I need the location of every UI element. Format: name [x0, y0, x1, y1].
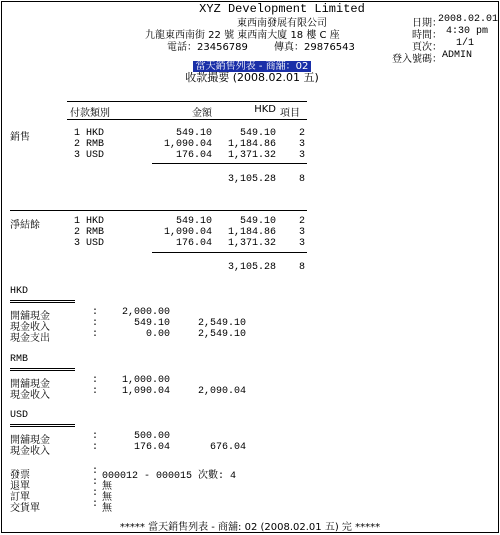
- line-value: 1,000.00: [121, 375, 170, 386]
- section-total-items: 8: [299, 174, 306, 185]
- row-no: 2: [74, 139, 81, 150]
- table-top-rule: [67, 101, 307, 102]
- line-colon: :: [92, 386, 99, 397]
- table-row: [74, 227, 104, 238]
- page-label: 頁次：: [412, 42, 442, 53]
- row-items: 3: [299, 238, 306, 249]
- summary-label: 訂單: [10, 492, 30, 503]
- line-label: 開舖現金: [10, 311, 50, 322]
- login-value: ADMIN: [442, 50, 473, 61]
- col-header-items: 項目: [280, 108, 300, 119]
- company-name: XYZ Development Limited: [199, 2, 365, 16]
- report-subtitle: 收款撮要 (2008.02.01 五): [185, 71, 319, 84]
- line-label: 開舖現金: [10, 435, 50, 446]
- summary-label: 發票: [10, 470, 30, 481]
- currency-code-rmb: RMB: [10, 354, 29, 365]
- line-label: 開舖現金: [10, 379, 50, 390]
- phone-number: 電話：23456789: [167, 42, 248, 53]
- row-currency: USD: [86, 150, 105, 161]
- currency-rule: [10, 300, 75, 301]
- line-value: 1,090.04: [121, 386, 170, 397]
- company-address: 九龍東西南街 22 號 東西南大廈 18 樓 C 座: [145, 30, 340, 41]
- row-amount: 549.10: [175, 216, 212, 227]
- row-currency: RMB: [86, 227, 105, 238]
- date-label: 日期：: [412, 18, 442, 29]
- row-amount: 176.04: [175, 238, 212, 249]
- line-colon: :: [92, 375, 99, 386]
- table-row: [74, 139, 104, 150]
- row-no: 2: [74, 227, 81, 238]
- col-header-amount: 金額: [192, 108, 212, 119]
- row-amount: 1,090.04: [163, 227, 212, 238]
- section-subtotal-rule: [152, 163, 307, 164]
- line-running-total: 2,549.10: [197, 318, 246, 329]
- summary-colon: :: [92, 499, 99, 510]
- summary-colon: :: [92, 488, 99, 499]
- table-row: [74, 238, 104, 249]
- report-title: 當天銷售列表 - 商舖：02: [193, 61, 312, 72]
- row-amount: 176.04: [175, 150, 212, 161]
- time-value: 4:30 pm: [445, 26, 488, 37]
- line-label: 現金支出: [10, 333, 50, 344]
- currency-rule: [10, 424, 75, 425]
- row-no: 3: [74, 238, 81, 249]
- currency-code-hkd: HKD: [10, 286, 29, 297]
- line-label: 現金收入: [10, 390, 50, 401]
- line-running-total: 2,549.10: [197, 329, 246, 340]
- currency-rule: [10, 368, 75, 369]
- row-items: 3: [299, 150, 306, 161]
- row-hkd: 1,371.32: [227, 150, 276, 161]
- currency-rule: [10, 370, 75, 371]
- row-currency: RMB: [86, 139, 105, 150]
- section-subtotal-rule: [152, 252, 307, 253]
- table-row: [74, 128, 104, 139]
- line-value: 176.04: [133, 442, 170, 453]
- line-value: 500.00: [133, 431, 170, 442]
- row-no: 1: [74, 216, 81, 227]
- section-label-sales: 銷售: [10, 132, 30, 143]
- header-underline-type: [67, 119, 307, 120]
- login-label: 登入號碼：: [392, 54, 442, 65]
- invoice-range: 000012 - 000015 次數: 4: [102, 471, 237, 482]
- date-value: 2008.02.01: [438, 14, 499, 25]
- page-value: 1/1: [455, 38, 474, 49]
- report-footer: ***** 當天銷售列表 - 商舖: 02 (2008.02.01 五) 完 *****: [119, 522, 381, 533]
- section-label-net-balance: 淨結餘: [10, 220, 40, 231]
- currency-code-usd: USD: [10, 410, 29, 421]
- line-running-total: 2,090.04: [197, 386, 246, 397]
- row-hkd: 549.10: [239, 128, 276, 139]
- time-label: 時間：: [412, 30, 442, 41]
- summary-label: 交貨單: [10, 503, 40, 514]
- section-divider-rule: [10, 210, 307, 211]
- summary-label: 退單: [10, 481, 30, 492]
- line-running-total: 676.04: [209, 442, 246, 453]
- col-header-type: 付款類別: [70, 108, 110, 119]
- line-value: 0.00: [145, 329, 170, 340]
- row-hkd: 1,184.86: [227, 227, 276, 238]
- summary-value: 無: [102, 503, 112, 514]
- currency-rule: [10, 426, 75, 427]
- section-total-items: 8: [299, 262, 306, 273]
- summary-colon: :: [92, 477, 99, 488]
- line-colon: :: [92, 442, 99, 453]
- line-colon: :: [92, 318, 99, 329]
- row-no: 3: [74, 150, 81, 161]
- row-currency: USD: [86, 238, 105, 249]
- col-header-hkd: HKD: [254, 104, 276, 115]
- row-currency: HKD: [86, 216, 105, 227]
- row-hkd: 1,371.32: [227, 238, 276, 249]
- row-items: 3: [299, 139, 306, 150]
- row-items: 2: [299, 128, 306, 139]
- table-row: [74, 150, 104, 161]
- line-colon: :: [92, 431, 99, 442]
- section-total-hkd: 3,105.28: [227, 174, 276, 185]
- row-currency: HKD: [86, 128, 105, 139]
- row-hkd: 1,184.86: [227, 139, 276, 150]
- summary-value: 無: [102, 481, 112, 492]
- summary-colon: :: [92, 466, 99, 477]
- row-items: 2: [299, 216, 306, 227]
- section-total-hkd: 3,105.28: [227, 262, 276, 273]
- row-amount: 549.10: [175, 128, 212, 139]
- line-colon: :: [92, 307, 99, 318]
- fax-number: 傳真：29876543: [274, 42, 355, 53]
- row-no: 1: [74, 128, 81, 139]
- line-label: 現金收入: [10, 322, 50, 333]
- row-amount: 1,090.04: [163, 139, 212, 150]
- currency-rule: [10, 302, 75, 303]
- row-items: 3: [299, 227, 306, 238]
- line-label: 現金收入: [10, 446, 50, 457]
- summary-value: 無: [102, 492, 112, 503]
- line-colon: :: [92, 329, 99, 340]
- row-hkd: 549.10: [239, 216, 276, 227]
- line-value: 549.10: [133, 318, 170, 329]
- line-value: 2,000.00: [121, 307, 170, 318]
- company-name-chinese: 東西南發展有限公司: [237, 18, 327, 29]
- table-row: [74, 216, 104, 227]
- report-page: [1, 1, 499, 533]
